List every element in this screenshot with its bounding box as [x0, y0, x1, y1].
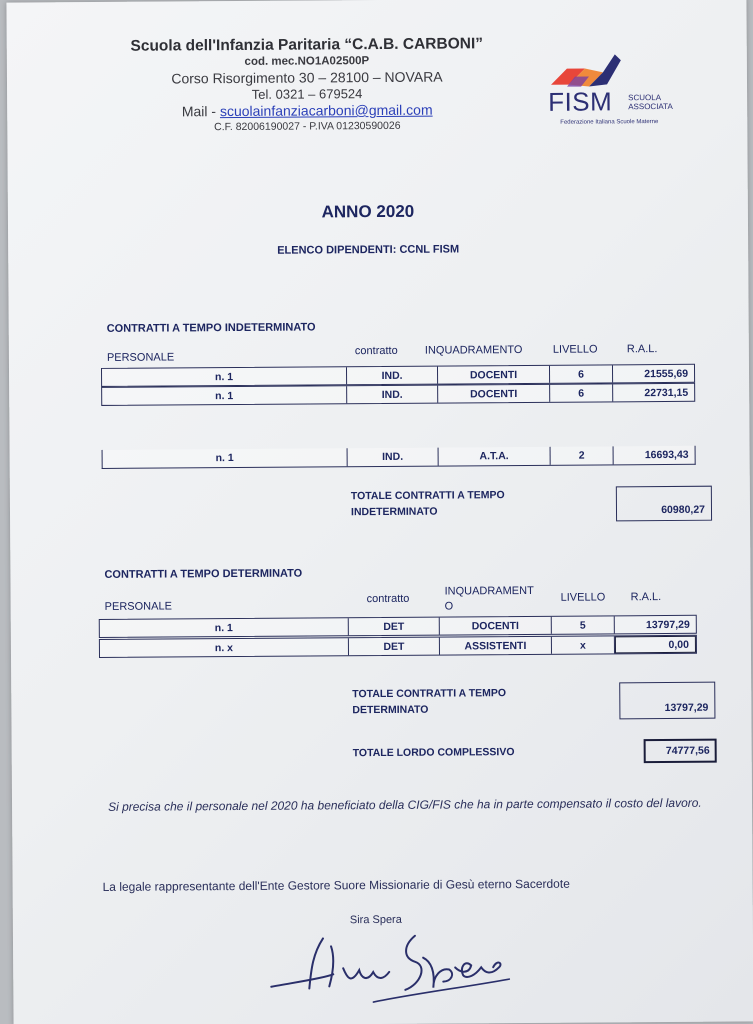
cell-inquadramento: DOCENTI	[440, 617, 552, 635]
grand-total-label: TOTALE LORDO COMPLESSIVO	[352, 746, 515, 760]
total-determinato-label-line2: DETERMINATO	[352, 703, 429, 717]
total-determinato-label	[352, 685, 506, 718]
signer-name: Sira Spera	[349, 913, 402, 927]
cell-inquadramento: DOCENTI	[438, 366, 550, 384]
cell-livello: 5	[552, 616, 615, 633]
document-subtitle: ELENCO DIPENDENTI: CCNL FISM	[277, 243, 460, 257]
document-title: ANNO 2020	[321, 201, 415, 222]
section-title-determinato: CONTRATTI A TEMPO DETERMINATO	[104, 567, 303, 581]
table-row	[101, 383, 695, 406]
cell-contratto: DET	[349, 638, 440, 656]
cell-livello: 6	[550, 365, 613, 382]
total-indeterminato-label-line2: INDETERMINATO	[350, 505, 438, 519]
cell-ral: 16693,43	[644, 448, 689, 462]
total-determinato-value: 13797,29	[619, 682, 715, 720]
cell-livello: 6	[550, 384, 613, 401]
col-head-ral: R.A.L.	[626, 343, 658, 356]
total-indeterminato-value: 60980,27	[616, 486, 712, 522]
col-head-inquadramento: INQUADRAMENTO	[424, 344, 523, 357]
cell-contratto: DET	[349, 618, 440, 636]
school-address: Corso Risorgimento 30 – 28100 – NOVARA	[171, 68, 443, 87]
document-page	[6, 0, 753, 1024]
table-row	[99, 635, 697, 658]
school-name: Scuola dell'Infanzia Paritaria “C.A.B. CARBONI”	[130, 35, 484, 55]
cell-ral: 22731,15	[644, 386, 689, 399]
col-head-livello: LIVELLO	[560, 591, 606, 604]
school-mail-line	[97, 101, 517, 120]
col-head-contratto: contratto	[366, 592, 410, 606]
mail-label: Mail -	[181, 103, 220, 120]
cell-personale: n. x	[100, 638, 349, 657]
cell-ral: 0,00	[615, 636, 696, 654]
col-head-inquadramento-line1: INQUADRAMENT	[444, 584, 534, 598]
school-code: cod. mec.NO1A02500P	[244, 55, 370, 68]
cell-personale: n. 1	[102, 386, 347, 405]
cell-livello: x	[552, 636, 615, 653]
handwritten-signature	[263, 927, 524, 1009]
cell-personale: n. 1	[102, 367, 347, 386]
col-head-inquadramento-line2: O	[444, 600, 454, 613]
col-head-personale: PERSONALE	[106, 351, 175, 364]
email-link[interactable]: scuolainfanziacarboni@gmail.com	[219, 101, 433, 120]
cell-personale: n. 1	[103, 448, 348, 468]
fism-federation: Federazione Italiana Scuole Materne	[560, 119, 659, 126]
total-indeterminato-label	[351, 487, 505, 520]
section-title-indeterminato: CONTRATTI A TEMPO INDETERMINATO	[106, 321, 316, 335]
table-row	[102, 446, 696, 469]
col-head-inquadramento	[445, 584, 534, 615]
cell-inquadramento: A.T.A.	[439, 447, 551, 466]
school-fiscal-codes: C.F. 82006190027 - P.IVA 01230590026	[214, 119, 401, 134]
col-head-personale: PERSONALE	[104, 600, 172, 613]
fism-tag-line1: SCUOLA	[628, 93, 662, 103]
cell-inquadramento: DOCENTI	[438, 385, 550, 403]
cell-contratto: IND.	[347, 386, 438, 404]
col-head-livello: LIVELLO	[552, 343, 598, 356]
cell-contratto: IND.	[347, 367, 438, 385]
total-determinato-label-line1: TOTALE CONTRATTI A TEMPO	[352, 687, 507, 701]
fism-wordmark: FISM	[548, 86, 613, 117]
total-indeterminato-label-line1: TOTALE CONTRATTI A TEMPO	[350, 489, 505, 503]
grand-total-value: 74777,56	[644, 739, 717, 764]
cell-inquadramento: ASSISTENTI	[440, 637, 552, 655]
cell-contratto: IND.	[348, 448, 439, 467]
col-head-contratto: contratto	[354, 344, 398, 358]
note-text: Si precisa che il personale nel 2020 ha beneficiato della CIG/FIS che ha in parte compensato il costo del lavoro.	[108, 795, 702, 814]
col-head-ral: R.A.L.	[630, 591, 662, 604]
fism-tag-line2: ASSOCIATA	[628, 101, 673, 112]
cell-ral: 21555,69	[644, 367, 689, 380]
legal-representative-text: La legale rappresentante dell'Ente Gestore Suore Missionarie di Gesù eterno Sacerdote	[102, 876, 570, 894]
cell-personale: n. 1	[100, 618, 349, 637]
cell-livello: 2	[551, 446, 614, 464]
cell-ral: 13797,29	[645, 618, 690, 631]
school-phone: Tel. 0321 – 679524	[251, 86, 363, 102]
